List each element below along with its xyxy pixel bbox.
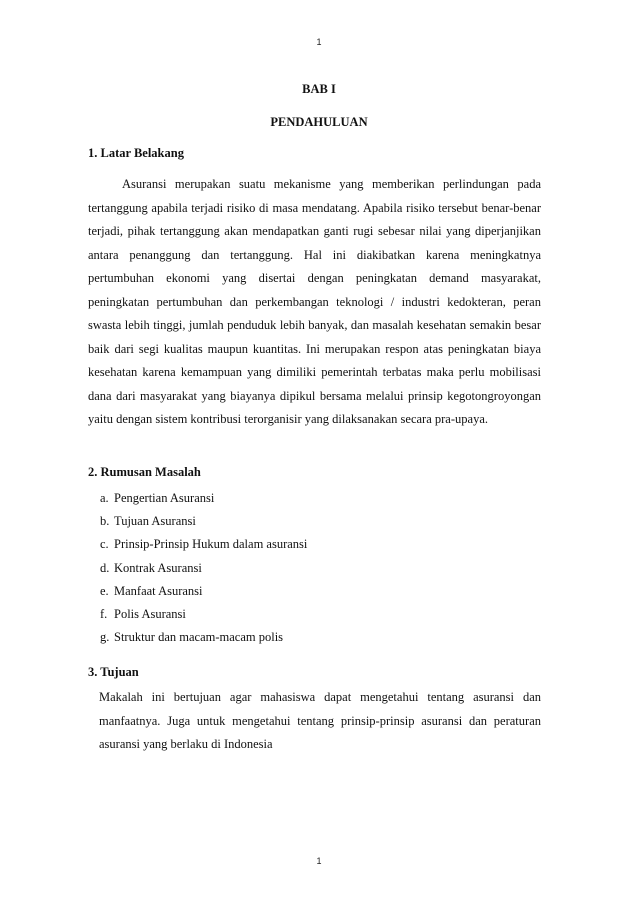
- section-heading-latar-belakang: 1. Latar Belakang: [88, 146, 184, 160]
- list-item: b. Tujuan Asuransi: [100, 514, 196, 529]
- section-heading-rumusan-masalah: 2. Rumusan Masalah: [88, 465, 201, 479]
- section-heading-tujuan: 3. Tujuan: [88, 665, 139, 679]
- list-item: g. Struktur dan macam-macam polis: [100, 630, 284, 645]
- list-item: f. Polis Asuransi: [100, 606, 186, 621]
- list-item: d. Kontrak Asuransi: [100, 560, 202, 575]
- rumusan-masalah-list: [100, 487, 307, 649]
- page-number-bottom: 1: [316, 856, 322, 866]
- list-item: e. Manfaat Asuransi: [100, 583, 203, 598]
- list-item: a. Pengertian Asuransi: [100, 491, 215, 505]
- latar-belakang-paragraph: Asuransi merupakan suatu mekanisme yang memberikan perlindungan pada tertanggung apabila terjadi risiko di masa mendatang. Apabila risiko tersebut benar-benar terjadi, pihak tertanggung akan mendapatkan ganti rugi sebesar nilai yang diperjanjikan antara penanggung dan tertanggung. Hal ini diakibatkan karena meningkatnya pertumbuhan ekonomi yang disertai dengan peningkatan demand masyarakat, peningkatan pertumbuhan dan perkembangan teknologi / industri kedokteran, peran swasta lebih tinggi, jumlah penduduk lebih banyak, dan masalah kesehatan semakin besar baik dari segi kualitas maupun kuantitas. Ini merupakan respon atas peningkatan biaya kesehatan karena kemampuan yang dimiliki pemerintah terbatas maka perlu mobilisasi dana dari masyarakat yang biayanya dipikul bersama melalui prinsip kegotongroyongan yaitu dengan sistem kontribusi terorganisir yang dilaksanakan secara pra-upaya.: [88, 177, 541, 426]
- tujuan-paragraph: Makalah ini bertujuan agar mahasiswa dapat mengetahui tentang asuransi dan manfaatnya. Juga untuk mengetahui tentang prinsip-prinsip asuransi dan peraturan asuransi yang berlaku di Indonesia: [99, 690, 541, 751]
- list-item: c. Prinsip-Prinsip Hukum dalam asuransi: [100, 537, 308, 552]
- chapter-title: PENDAHULUAN: [270, 115, 368, 129]
- page-number-top: 1: [316, 37, 322, 47]
- chapter-label: BAB I: [302, 82, 336, 96]
